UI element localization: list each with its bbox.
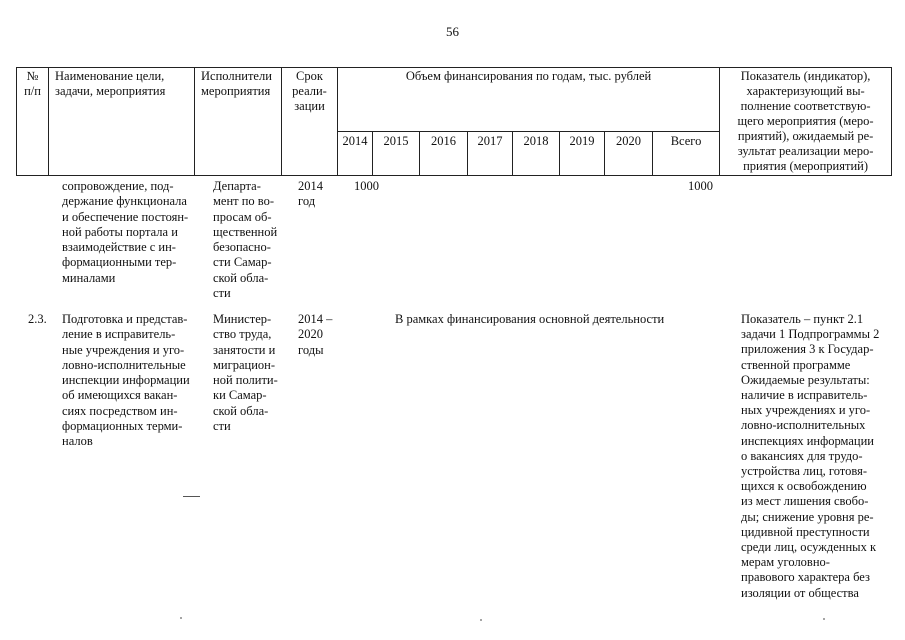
row2-executor: Министер- ство труда, занятости и миграцион- ной полити- ки Самар- ской обла- сти (213, 312, 278, 434)
row2-financing: В рамках финансирования основной деятельности (395, 312, 665, 326)
header-year-total: Всего (653, 132, 720, 176)
row2-name: Подготовка и представ- ление в исправитель- ные учреждения и уго- ловно-исполнительные инспекции информации об имеющихся вакан- сиях посредством ин- формационных терми- налов (62, 312, 190, 449)
row2-indicator: Показатель – пункт 2.1 задачи 1 Подпрограммы 2 приложения 3 к Государ- ственной программе Ожидаемые результаты: наличие в исправитель- ных учреждениях и уго- ловно-исполнительных инспекциях информации о вакансиях для трудо- устройства лиц, готовя- щихся к освобождению из мест лишения свобо- ды; снижение уровня ре- цидивной преступности среди лиц, осужденных к мерам уголовно- правового характера без изоляции от общества (741, 312, 880, 600)
row1-value-2014: 1000 (354, 179, 379, 193)
header-year-2016: 2016 (420, 132, 468, 176)
header-financing: Объем финансирования по годам, тыс. рублей (338, 68, 720, 132)
scan-mark (183, 496, 200, 497)
page-number: 56 (446, 24, 459, 39)
scan-dot (823, 618, 825, 620)
header-year-2014: 2014 (338, 132, 373, 176)
header-year-2015: 2015 (373, 132, 420, 176)
row1-term: 2014 год (298, 179, 323, 209)
row1-value-total: 1000 (688, 179, 713, 193)
header-year-2019: 2019 (560, 132, 605, 176)
header-executors: Исполнители мероприятия (195, 68, 282, 176)
row1-name: сопровождение, под- держание функционала и обеспечение постоян- ной работы портала и взаимодействие с ин- формационными тер- миналами (62, 179, 189, 285)
row1-executor: Департа- мент по во- просам об- щественной безопасно- сти Самар- ской обла- сти (213, 179, 278, 301)
header-year-2018: 2018 (513, 132, 560, 176)
header-term: Срок реали- зации (282, 68, 338, 176)
scan-dot (480, 619, 482, 621)
scan-dot (180, 617, 182, 619)
header-year-2020: 2020 (605, 132, 653, 176)
header-name: Наименование цели, задачи, мероприятия (49, 68, 195, 176)
header-num: № п/п (17, 68, 49, 176)
table-header (16, 67, 892, 176)
header-year-2017: 2017 (468, 132, 513, 176)
header-indicator: Показатель (индикатор), характеризующий вы- полнение соответствую- щего мероприятия (меро- приятий), ожидаемый ре- зультат реализации меро- приятия (мероприятий) (720, 68, 892, 176)
row2-term: 2014 – 2020 годы (298, 312, 333, 357)
row2-num: 2.3. (28, 312, 47, 326)
